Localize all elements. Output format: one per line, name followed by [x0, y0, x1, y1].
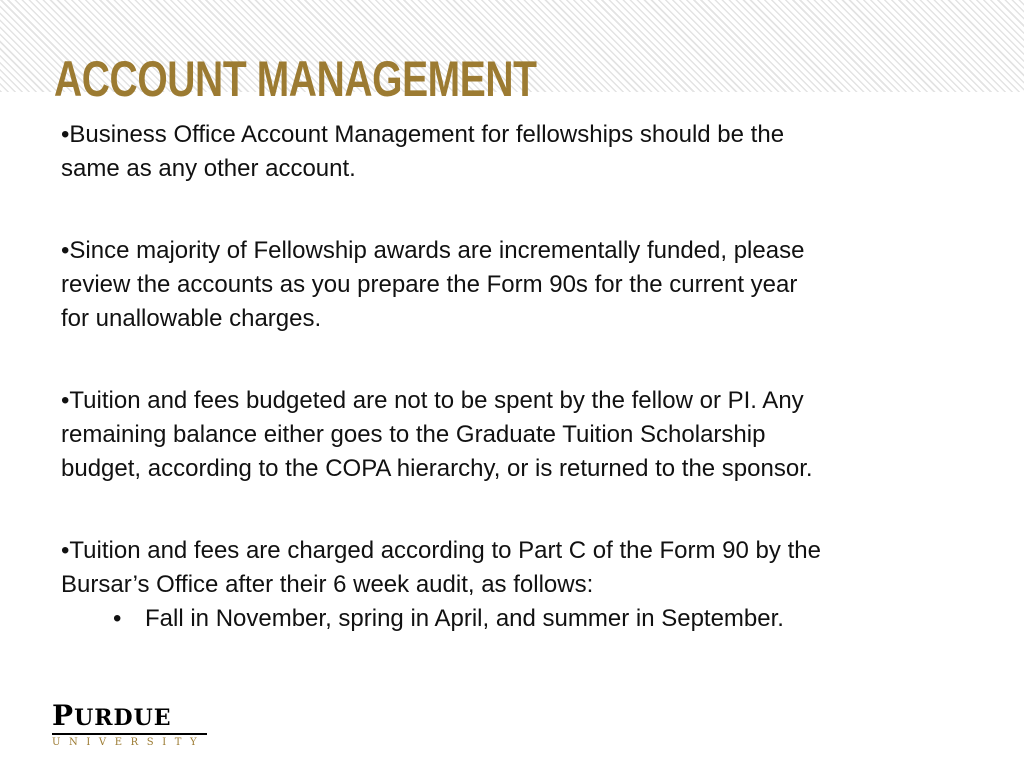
logo-initial: P	[52, 699, 75, 732]
logo-subtitle: UNIVERSITY	[52, 737, 206, 748]
logo-divider	[52, 733, 207, 735]
bullet-paragraph-3: •Tuition and fees budgeted are not to be spent by the fellow or PI. Any remaining balance either goes to the Graduate Tuition Scholarship budget, according to the COPA hierarchy, or is returned to the sponsor.	[61, 387, 813, 482]
bullet-paragraph-4: •Tuition and fees are charged according to Part C of the Form 90 by the Bursar’s Office after their 6 week audit, as follows:	[61, 537, 821, 598]
bullet-paragraph-1: •Business Office Account Management for fellowships should be the same as any other account.	[61, 121, 785, 182]
slide-body	[61, 118, 981, 636]
sub-bullet-item	[61, 602, 981, 636]
slide-title: ACCOUNT MANAGEMENT	[54, 51, 537, 107]
bullet-paragraph-2: •Since majority of Fellowship awards are incrementally funded, please review the accounts as you prepare the Form 90s for the current year for unallowable charges.	[61, 237, 805, 332]
purdue-university-logo	[52, 700, 212, 752]
logo-rest: URDUE	[74, 705, 172, 731]
logo-wordmark	[52, 700, 172, 734]
sub-bullet-text: Fall in November, spring in April, and summer in September.	[145, 605, 784, 632]
sub-bullet-marker: •	[113, 605, 122, 632]
